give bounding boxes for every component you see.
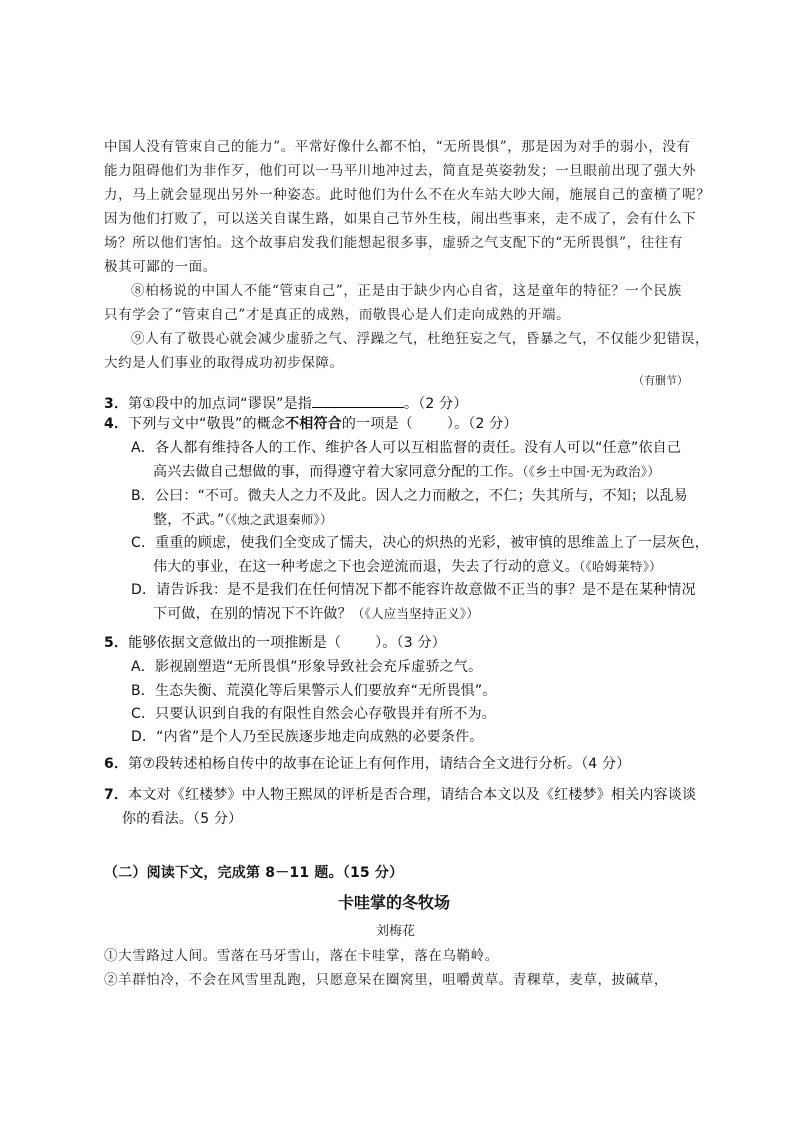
paragraph-8-line-2: 只有学会了“管束自己”才是真正的成熟，而敬畏心是人们走向成熟的开端。 bbox=[104, 307, 571, 323]
question-4-score: ）。（2 分） bbox=[446, 416, 518, 432]
q4-option-c-line-1: C．重重的顾虑，使我们全变成了懦夫，决心的炽热的光彩，被审慎的思维盖上了一层灰色， bbox=[131, 535, 709, 551]
question-6-text: 第⑦段转述柏杨自传中的故事在论证上有何作用，请结合全文进行分析。（4 分） bbox=[128, 756, 631, 772]
essay-line-4: 因为他们打败了，可以送关自谋生路，如果自己节外生枝，闹出些事来，走不成了，会有什么下 bbox=[104, 211, 697, 227]
question-7-number: 7． bbox=[104, 787, 129, 803]
q5-option-d: D．“内省”是个人乃至民族逐步地走向成熟的必要条件。 bbox=[131, 729, 484, 745]
answer-blank[interactable] bbox=[312, 395, 404, 408]
question-3-score: 。（2 分） bbox=[404, 396, 468, 412]
essay-line-3: 力，马上就会显现出另外一种姿态。此时他们为什么不在火车站大吵大闹，施展自己的蛮横了呢？ bbox=[104, 187, 711, 203]
question-4-number: 4． bbox=[104, 416, 129, 432]
essay-line-2: 能力阻碍他们为非作歹，他们可以一马平川地冲过去，简直是英姿勃发；一旦眼前出现了强大外 bbox=[104, 163, 697, 179]
q4-option-c-line-2 bbox=[153, 556, 662, 576]
q4-option-b-text: 整，不武。” bbox=[153, 512, 225, 528]
question-4-text-2: 的一项是（ bbox=[341, 416, 413, 432]
q4-option-d-line-2 bbox=[153, 603, 479, 623]
q4-option-d-text: 下可做，在别的情况下不许做？ bbox=[153, 606, 352, 622]
q4-option-a-line-2 bbox=[153, 461, 660, 481]
article-title: 卡哇掌的冬牧场 bbox=[338, 893, 451, 912]
paragraph-8-line-1: ⑧柏杨说的中国人不能“管束自己”，正是由于缺少内心自省，这是童年的特征？一个民族 bbox=[131, 283, 682, 299]
q4-option-b-line-2 bbox=[153, 509, 333, 529]
question-6 bbox=[104, 753, 630, 773]
question-7-line-2: 你的看法。（5 分） bbox=[122, 811, 243, 827]
essay-line-5: 场？所以他们害怕。这个故事启发我们能想起很多事，虚骄之气支配下的“无所畏惧”，往往有 bbox=[104, 235, 684, 251]
q4-option-a-source: （《乡土中国·无为政治》） bbox=[522, 464, 661, 479]
question-4-emphasis: 不相符合 bbox=[285, 416, 342, 432]
question-5 bbox=[104, 632, 446, 652]
question-7 bbox=[104, 784, 696, 804]
abridged-note: （有删节） bbox=[633, 374, 688, 387]
paragraph-9-line-1: ⑨人有了敬畏心就会减少虚骄之气、浮躁之气，杜绝狂妄之气，昏暴之气，不仅能少犯错误， bbox=[131, 331, 710, 347]
q4-option-d-source: （《人应当坚持正义》） bbox=[351, 606, 480, 621]
question-5-text: 能够依据文意做出的一项推断是（ bbox=[128, 635, 342, 651]
essay-line-1: 中国人没有管束自己的能力”。平常好像什么都不怕，“无所畏惧”，那是因为对手的弱小，没有 bbox=[104, 139, 691, 155]
question-3-number: 3． bbox=[104, 396, 129, 412]
question-3 bbox=[104, 393, 468, 413]
q4-option-a-line-1: A．各人都有维持各人的工作、维护各人可以互相监督的责任。没有人可以“任意”依自己 bbox=[131, 440, 682, 456]
article-paragraph-2: ②羊群怕冷，不会在风雪里乱跑，只愿意呆在圈窝里，咀嚼黄草。青稞草，麦草，披碱草， bbox=[104, 972, 668, 988]
question-4-text: 下列与文中“敬畏”的概念 bbox=[128, 416, 286, 432]
question-4 bbox=[104, 413, 518, 433]
question-5-score: ）。（3 分） bbox=[375, 635, 446, 651]
q4-option-b-line-1: B．公曰：“不可。微夫人之力不及此。因人之力而敝之，不仁；失其所与，不知；以乱易 bbox=[131, 488, 688, 504]
q4-option-c-text: 伟大的事业，在这一种考虑之下也会逆流而退，失去了行动的意义。 bbox=[153, 559, 579, 575]
q4-option-a-text: 高兴去做自己想做的事，而得遵守着大家同意分配的工作。 bbox=[153, 464, 523, 480]
question-6-number: 6． bbox=[104, 756, 129, 772]
article-paragraph-1: ①大雪路过人间。雪落在马牙雪山，落在卡哇掌，落在乌鞘岭。 bbox=[104, 948, 499, 964]
q5-option-b: B．生态失衡、荒漠化等后果警示人们要放弃“无所畏惧”。 bbox=[131, 683, 497, 699]
section-2-heading: （二）阅读下文，完成第 8－11 题。（15 分） bbox=[104, 865, 404, 881]
question-3-text: 第①段中的加点词“谬误”是指 bbox=[128, 396, 313, 412]
q4-option-d-line-1: D．请告诉我：是不是我们在任何情况下都不能容许故意做不正当的事？是不是在某种情况 bbox=[131, 582, 696, 598]
q4-option-b-source: （《烛之武退秦师》） bbox=[224, 512, 333, 527]
article-author: 刘梅花 bbox=[376, 924, 416, 939]
q5-option-c: C．只要认识到自我的有限性自然会心存敬畏并有所不为。 bbox=[131, 706, 496, 722]
q5-option-a: A．影视剧塑造“无所畏惧”形象导致社会充斥虚骄之气。 bbox=[131, 659, 483, 675]
question-5-number: 5． bbox=[104, 635, 129, 651]
paragraph-9-line-2: 大约是人们事业的取得成功初步保障。 bbox=[104, 355, 344, 371]
essay-line-6: 极其可鄙的一面。 bbox=[104, 259, 217, 275]
question-7-text: 本文对《红楼梦》中人物王熙凤的评析是否合理，请结合本文以及《红楼梦》相关内容谈谈 bbox=[128, 787, 697, 803]
q4-option-c-source: （《哈姆莱特》） bbox=[579, 559, 662, 574]
